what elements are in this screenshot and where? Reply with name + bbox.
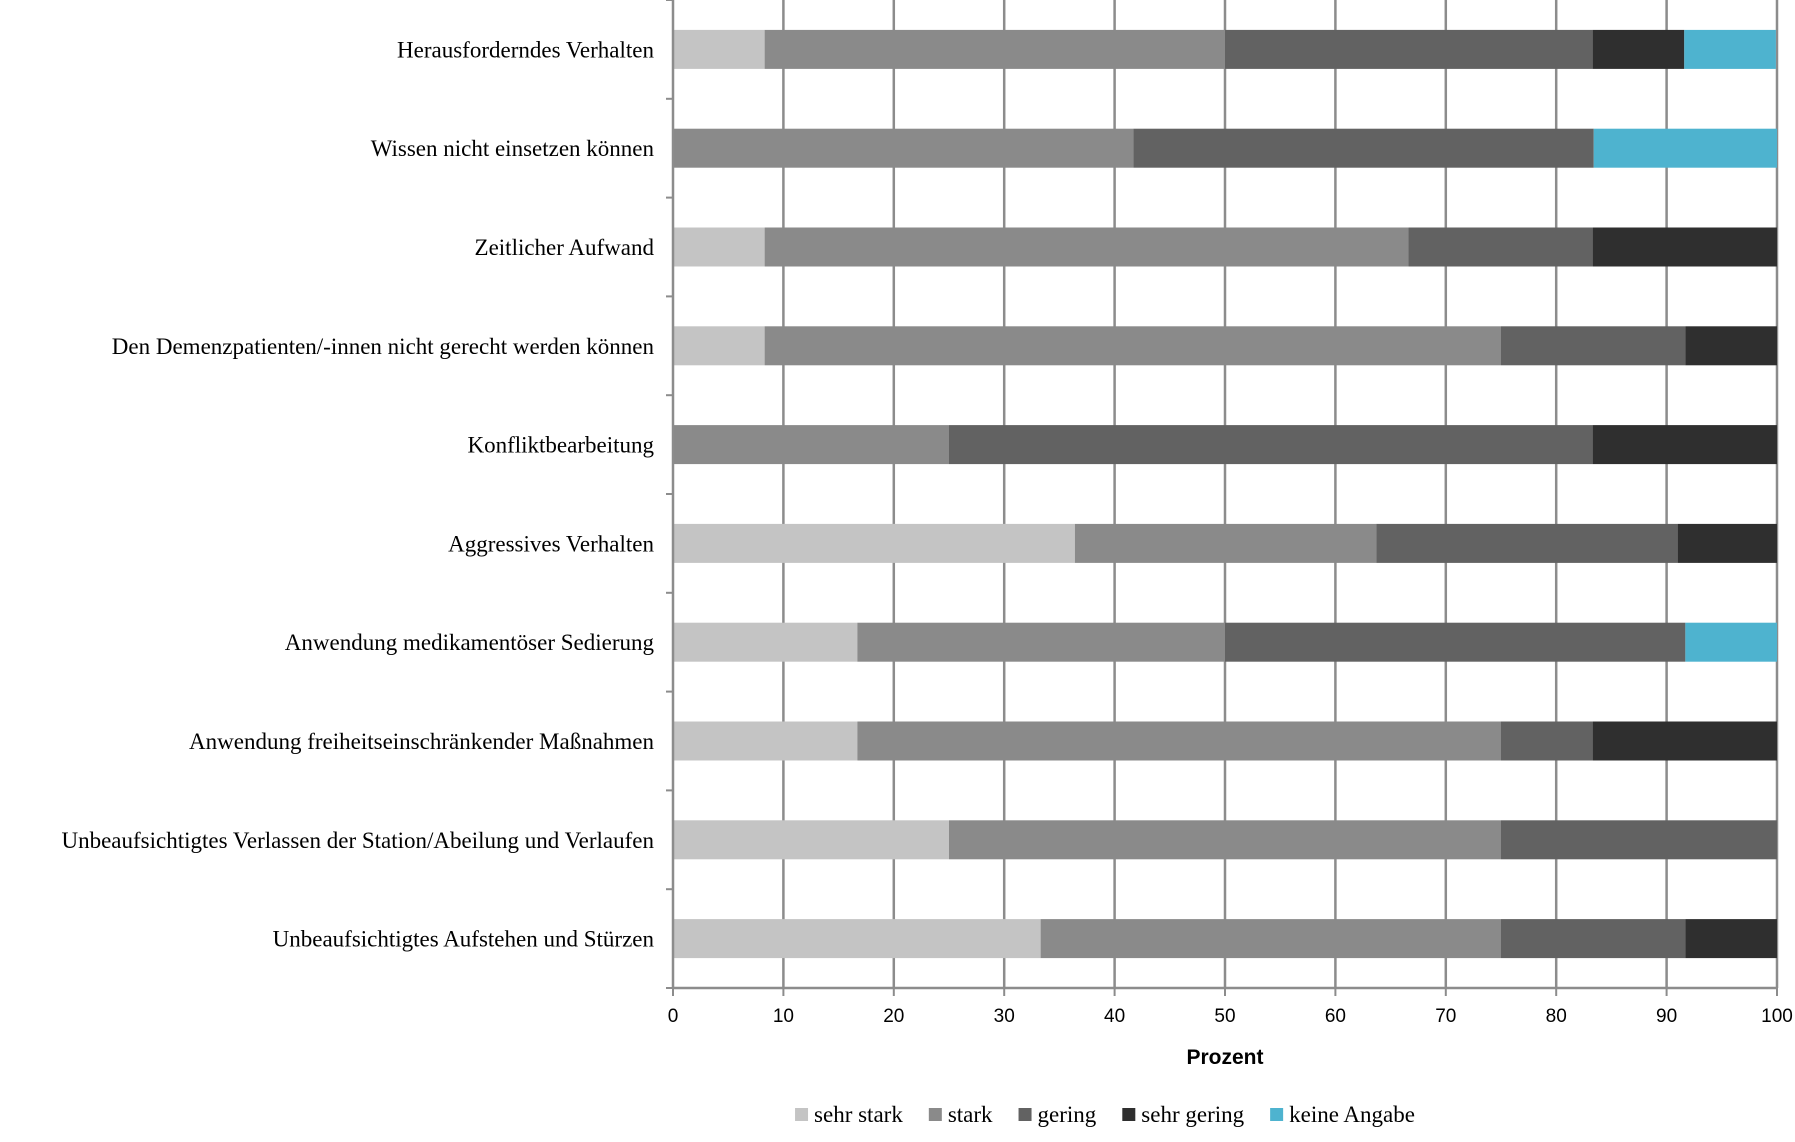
bar-segment — [1684, 30, 1776, 69]
bar-segment — [857, 722, 1501, 761]
x-tick-label: 20 — [883, 1006, 905, 1027]
bar-segment — [765, 30, 1225, 69]
bar-segment — [673, 722, 857, 761]
bar-segment — [1501, 820, 1777, 859]
x-axis-title: Prozent — [1186, 1046, 1264, 1069]
bar-segment — [1408, 228, 1592, 267]
bar-segment — [1594, 129, 1777, 168]
bar-segment — [673, 228, 765, 267]
bar-segment — [1593, 30, 1685, 69]
bar-segment — [949, 425, 1593, 464]
bar-segment — [1678, 524, 1777, 563]
bar-segment — [1501, 919, 1685, 958]
legend-label: sehr stark — [814, 1102, 903, 1127]
bar-segment — [949, 820, 1501, 859]
bar-segment — [673, 30, 765, 69]
bar-segment — [1376, 524, 1677, 563]
bar-segment — [1225, 30, 1593, 69]
legend-item — [795, 1102, 903, 1127]
category-label: Herausforderndes Verhalten — [397, 37, 654, 63]
category-label: Den Demenzpatienten/-innen nicht gerecht werden können — [111, 333, 654, 359]
legend-item — [1019, 1102, 1097, 1127]
category-label: Unbeaufsichtigtes Aufstehen und Stürzen — [272, 926, 654, 952]
legend-label: keine Angabe — [1289, 1102, 1415, 1127]
category-label: Unbeaufsichtigtes Verlassen der Station/Abeilung und Verlaufen — [61, 827, 654, 853]
bar-segment — [1593, 722, 1777, 761]
legend-swatch — [929, 1108, 942, 1121]
x-tick-label: 30 — [993, 1006, 1015, 1027]
x-tick-label: 40 — [1104, 1006, 1126, 1027]
bar-segment — [673, 425, 949, 464]
x-tick-label: 50 — [1214, 1006, 1236, 1027]
category-labels — [61, 37, 654, 951]
category-label: Aggressives Verhalten — [448, 531, 654, 557]
bar-segment — [673, 129, 1133, 168]
x-tick-label: 70 — [1435, 1006, 1457, 1027]
bar-segment — [1041, 919, 1501, 958]
legend-label: gering — [1037, 1102, 1097, 1127]
bar-segment — [673, 820, 949, 859]
bar-segment — [1225, 623, 1685, 662]
bar-segment — [673, 919, 1041, 958]
x-tick-label: 80 — [1545, 1006, 1567, 1027]
x-tick-label: 60 — [1324, 1006, 1346, 1027]
x-tick-label: 100 — [1761, 1006, 1793, 1027]
bar-segment — [857, 623, 1225, 662]
legend-swatch — [1019, 1108, 1032, 1121]
legend-label: stark — [947, 1102, 993, 1127]
bar-segment — [673, 524, 1075, 563]
legend-label: sehr gering — [1141, 1102, 1245, 1127]
x-tick-label: 90 — [1656, 1006, 1678, 1027]
legend-item — [1270, 1102, 1415, 1127]
category-label: Konfliktbearbeitung — [467, 432, 654, 458]
bar-segment — [1501, 722, 1593, 761]
legend-swatch — [795, 1108, 808, 1121]
bar-segment — [1685, 623, 1777, 662]
legend-item — [929, 1102, 993, 1127]
bar-segment — [1685, 919, 1777, 958]
category-label: Anwendung medikamentöser Sedierung — [284, 630, 654, 656]
bar-segment — [1133, 129, 1593, 168]
bar-segment — [1685, 326, 1777, 365]
legend-swatch — [1122, 1108, 1135, 1121]
legend-swatch — [1270, 1108, 1283, 1121]
bar-segment — [673, 623, 857, 662]
bar-segment — [673, 326, 765, 365]
x-tick-label: 0 — [667, 1006, 679, 1027]
bar-segment — [1501, 326, 1685, 365]
x-tick-label: 10 — [772, 1006, 794, 1027]
bar-segment — [1593, 228, 1777, 267]
bar-segment — [765, 326, 1501, 365]
legend-item — [1122, 1102, 1244, 1127]
category-label: Anwendung freiheitseinschränkender Maßnahmen — [189, 729, 654, 754]
legend — [795, 1102, 1415, 1127]
bar-segment — [1593, 425, 1777, 464]
bar-segment — [1075, 524, 1376, 563]
bar-segment — [765, 228, 1409, 267]
category-label: Zeitlicher Aufwand — [474, 235, 654, 260]
category-label: Wissen nicht einsetzen können — [370, 136, 654, 162]
